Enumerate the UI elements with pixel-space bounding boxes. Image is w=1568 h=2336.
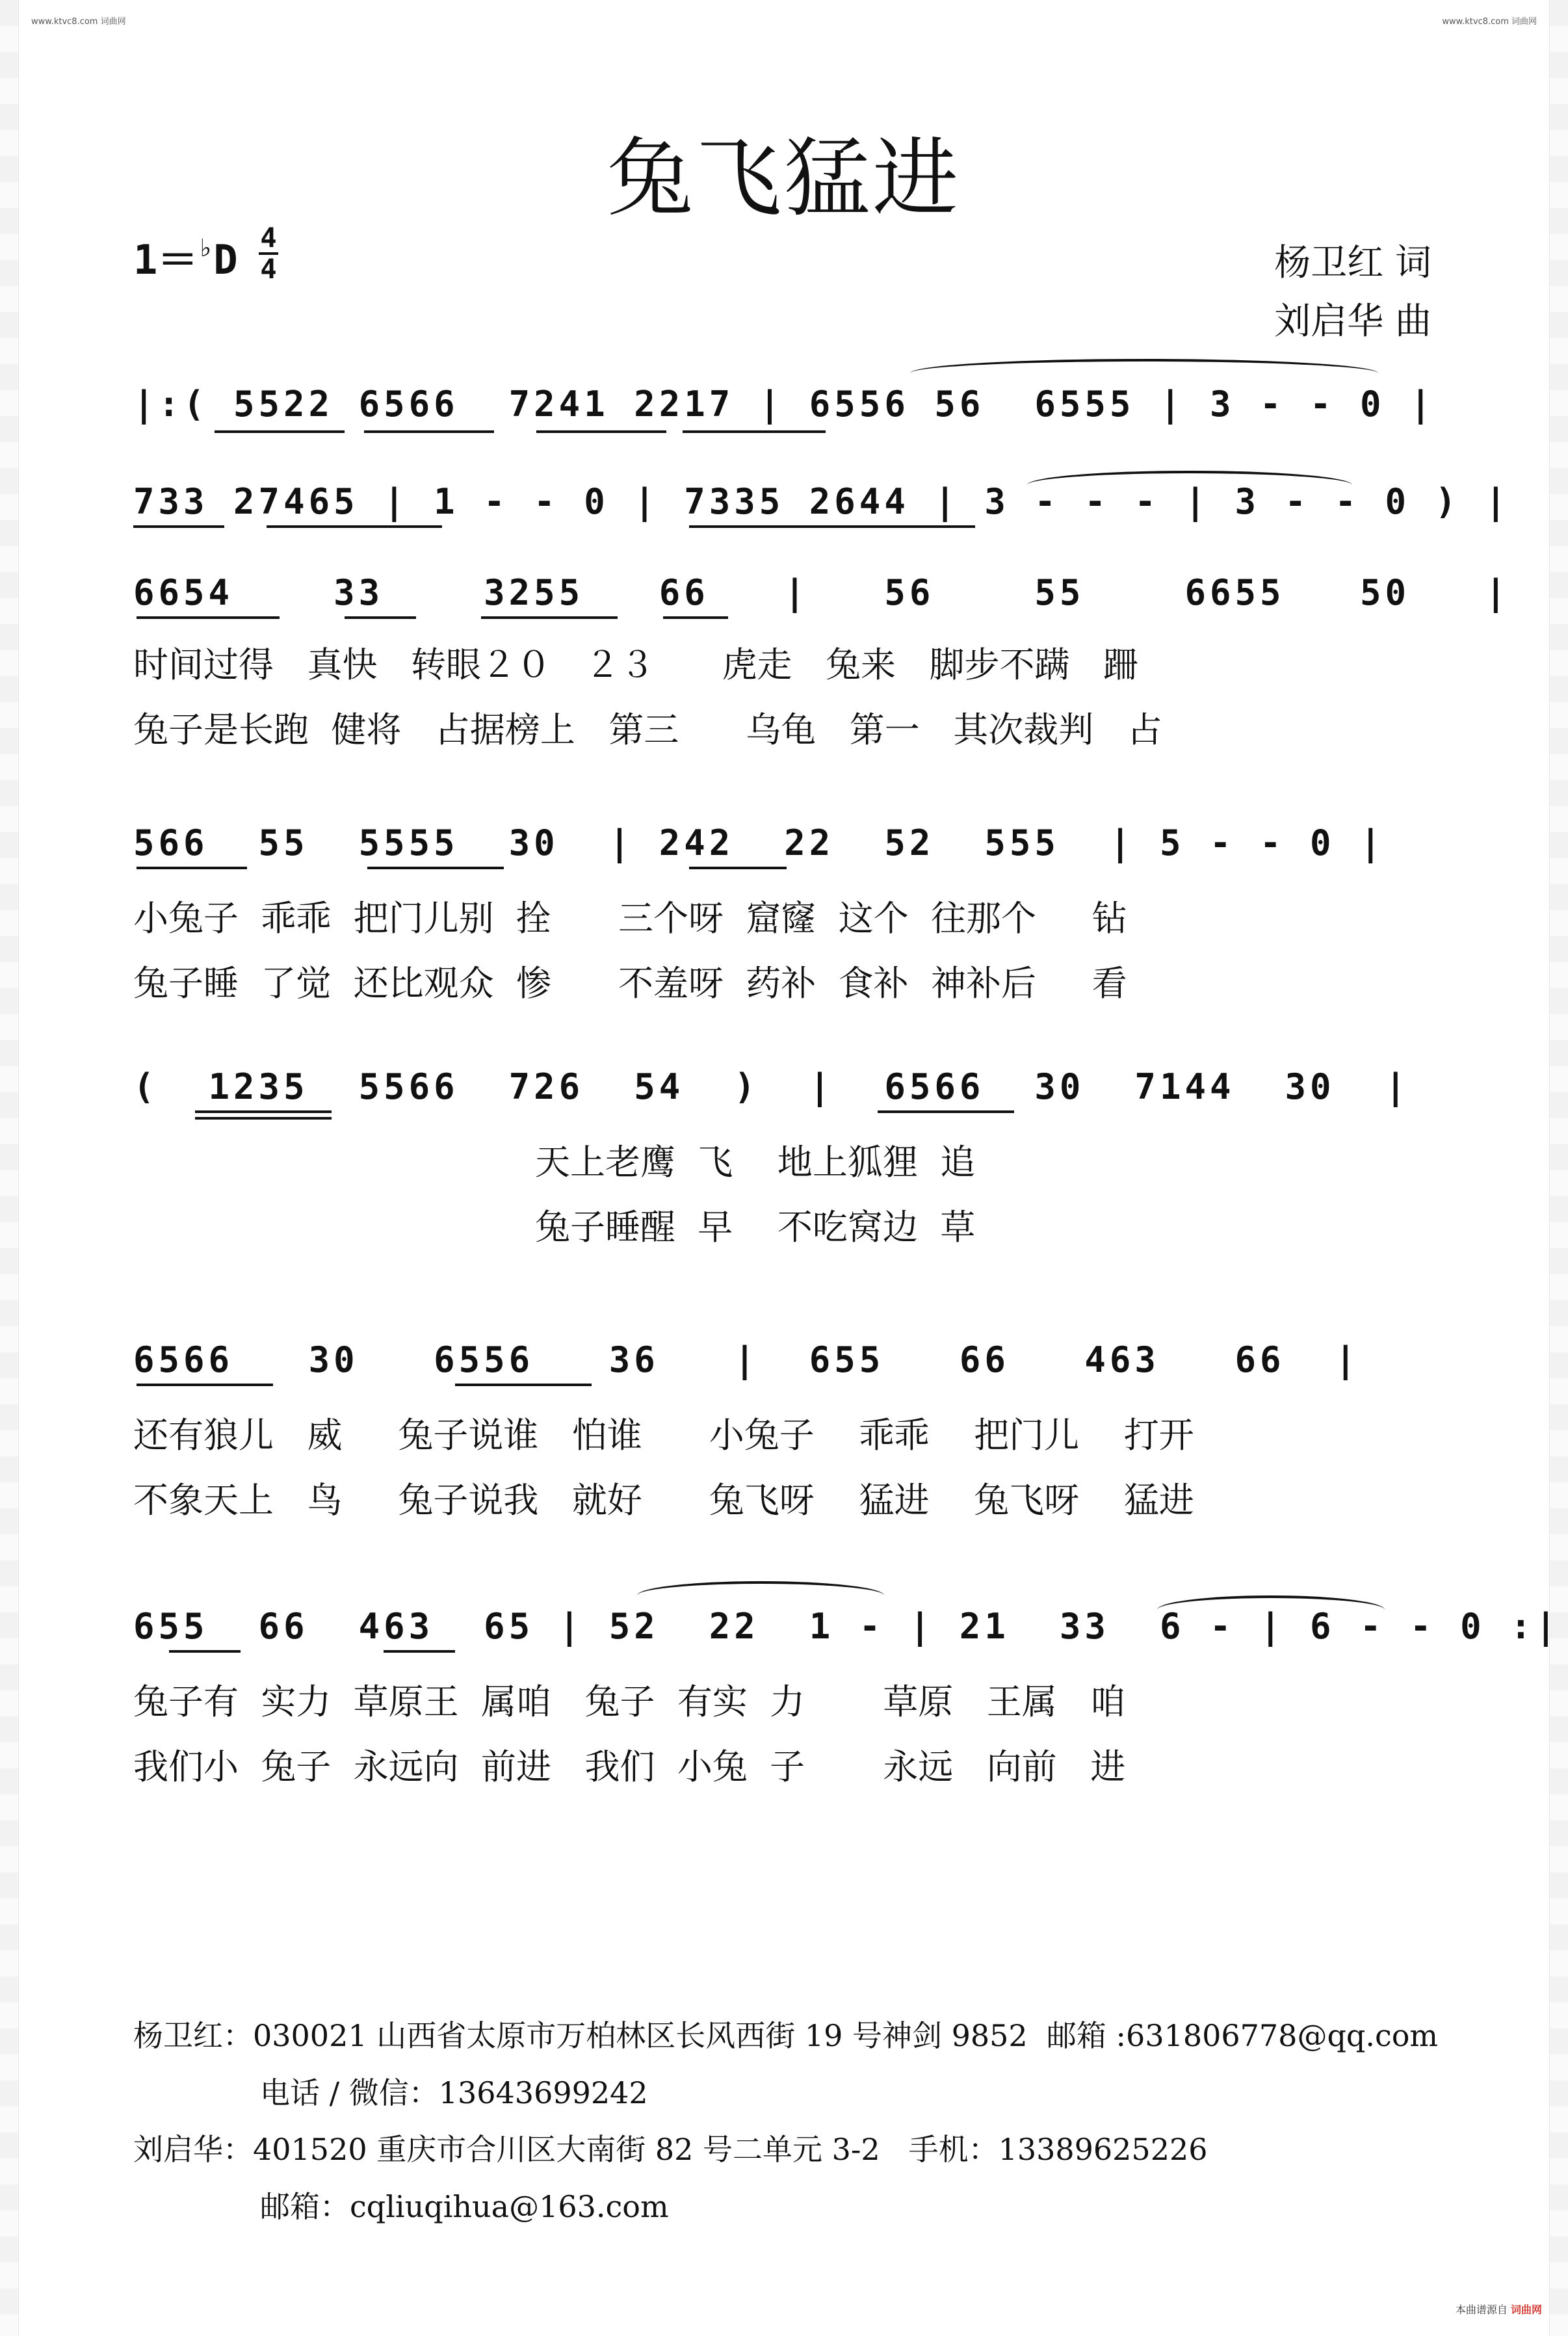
contact-composer-email: 邮箱：cqliuqihua@163.com bbox=[260, 2189, 669, 2224]
contact-composer: 刘启华：401520 重庆市合川区大南街 82 号二单元 3-2 手机：13389625226 bbox=[133, 2132, 1208, 2167]
lyric-verse-2: 兔子是长跑 健将 占据榜上 第三 乌龟 第一 其次裁判 占 bbox=[133, 709, 1162, 750]
lyric-verse-1: 还有狼儿 威 兔子说谁 怕谁 小兔子 乖乖 把门儿 打开 bbox=[133, 1415, 1194, 1456]
watermark-left: www.ktvc8.com 词曲网 bbox=[31, 17, 126, 27]
tie-mark bbox=[1027, 471, 1352, 485]
lyric-verse-2: 兔子睡 了觉 还比观众 惨 不羞呀 药补 食补 神补后 看 bbox=[133, 963, 1127, 1004]
notation-line: |:( 5522 6566 7241 2217 | 6556 56 6555 | 3 - - 0 | bbox=[133, 384, 1435, 425]
lyric-verse-1: 兔子有 实力 草原王 属咱 兔子 有实 力 草原 王属 咱 bbox=[133, 1681, 1126, 1722]
lyric-verse-2: 我们小 兔子 永远向 前进 我们 小兔 子 永远 向前 进 bbox=[133, 1746, 1126, 1787]
watermark-right: www.ktvc8.com 词曲网 bbox=[1442, 17, 1537, 27]
lyric-verse-1: 天上老鹰 飞 地上狐狸 追 bbox=[133, 1142, 976, 1183]
time-signature: 4 4 bbox=[259, 224, 278, 283]
contact-lyricist: 杨卫红：030021 山西省太原市万柏林区长风西街 19 号神剑 9852 邮箱 :631806778@qq.com bbox=[133, 2018, 1439, 2053]
lyric-verse-1: 时间过得 真快 转眼２０ ２３ 虎走 兔来 脚步不蹒 跚 bbox=[133, 644, 1138, 685]
left-margin-strip bbox=[0, 0, 19, 2336]
notation-line: ( 1235 5566 726 54 ) | 6566 30 7144 30 | bbox=[133, 1066, 1411, 1107]
tie-mark bbox=[1157, 1595, 1385, 1610]
lyric-verse-1: 小兔子 乖乖 把门儿别 拴 三个呀 窟窿 这个 往那个 钻 bbox=[133, 898, 1127, 939]
notation-line: 655 66 463 65 | 52 22 1 - | 21 33 6 - | 6 - - 0 :| bbox=[133, 1606, 1561, 1647]
lyricist-credit: 杨卫红 词 bbox=[1274, 242, 1431, 284]
composer-credit: 刘启华 曲 bbox=[1274, 300, 1431, 343]
lyric-verse-2: 兔子睡醒 早 不吃窝边 草 bbox=[133, 1207, 976, 1248]
lyric-verse-2: 不象天上 鸟 兔子说我 就好 兔飞呀 猛进 兔飞呀 猛进 bbox=[133, 1480, 1194, 1521]
notation-line: 733 27465 | 1 - - 0 | 7335 2644 | 3 - - - | 3 - - 0 ) | bbox=[133, 481, 1511, 522]
brand-logo: 词曲网 bbox=[1510, 2303, 1542, 2316]
notation-line: 566 55 5555 30 | 242 22 52 555 | 5 - - 0 | bbox=[133, 822, 1385, 863]
tie-mark bbox=[637, 1581, 884, 1595]
source-note: 本曲谱源自 词曲网 bbox=[1455, 2303, 1542, 2316]
notation-line: 6654 33 3255 66 | 56 55 6655 50 | bbox=[133, 572, 1511, 613]
contact-lyricist-phone: 电话 / 微信：13643699242 bbox=[260, 2075, 648, 2110]
right-margin-strip bbox=[1549, 0, 1568, 2336]
notation-line: 6566 30 6556 36 | 655 66 463 66 | bbox=[133, 1339, 1361, 1380]
song-title: 兔飞猛进 bbox=[607, 129, 961, 229]
key-signature: 1＝♭D bbox=[133, 233, 238, 283]
tie-mark bbox=[910, 359, 1378, 373]
